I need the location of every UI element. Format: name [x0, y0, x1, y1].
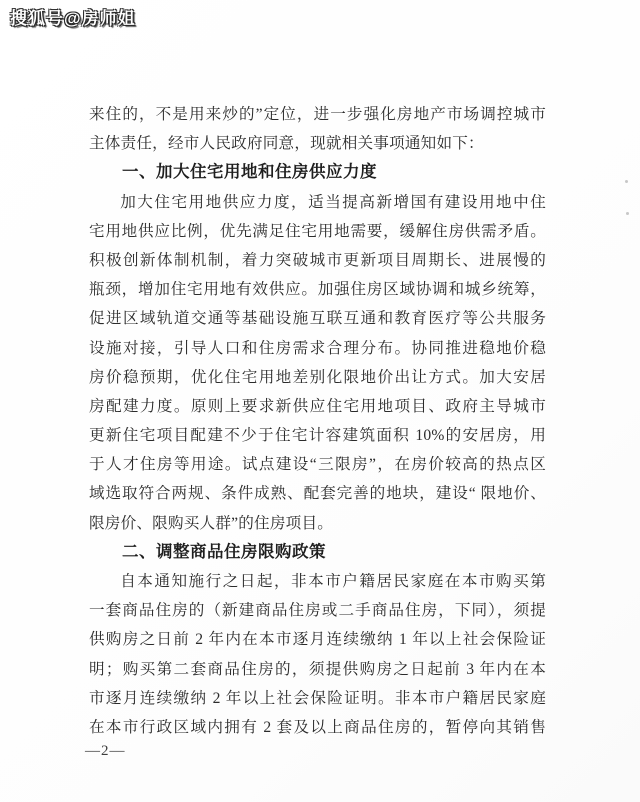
document-line: 主体责任，经市人民政府同意，现就相关事项通知如下：: [89, 135, 484, 153]
document-line: 供购房之日前 2 年内在本市逐月连续缴纳 1 年以上社会保险证: [89, 631, 546, 649]
document-line: 积极创新体制机制，着力突破城市更新项目周期长、进展慢的: [89, 251, 546, 269]
document-line: 房配建力度。原则上要求新供应住宅用地项目、政府主导城市: [89, 397, 546, 415]
document-line: 明；购买第二套商品住房的，须提供购房之日起前 3 年内在本: [89, 660, 546, 678]
document-line: 在本市行政区域内拥有 2 套及以上商品住房的，暂停向其销售: [89, 718, 546, 736]
document-line: 更新住宅项目配建不少于住宅计容建筑面积 10%的安居房，用: [89, 427, 546, 445]
document-line: 于人才住房等用途。试点建设“三限房”，在房价较高的热点区: [89, 456, 546, 474]
document-line: 房价稳预期，优化住宅用地差别化限地价出让方式。加大安居: [89, 368, 546, 386]
sohu-watermark: 搜狐号@房师姐: [10, 9, 136, 28]
document-line: 促进区域轨道交通等基础设施互联互通和教育医疗等公共服务: [89, 310, 546, 328]
document-line: 限房价、限购买人群”的住房项目。: [89, 514, 334, 532]
document-line: 来住的，不是用来炒的”定位，进一步强化房地产市场调控城市: [89, 106, 546, 123]
page-number: —2—: [85, 743, 126, 759]
document-body: [89, 100, 546, 742]
document-line: 一套商品住房的（新建商品住房或二手商品住房，下同），须提: [89, 602, 546, 620]
scan-artifact-dot: [626, 212, 629, 215]
document-line: 宅用地供应比例，优先满足住宅用地需要，缓解住房供需矛盾。: [89, 222, 546, 240]
document-line: 自本通知施行之日起，非本市户籍居民家庭在本市购买第: [120, 573, 546, 590]
scan-artifact-dot: [625, 180, 628, 183]
document-line: 域选取符合两规、条件成熟、配套完善的地块，建设“ 限地价、: [89, 485, 546, 503]
document-line: 加大住宅用地供应力度，适当提高新增国有建设用地中住: [120, 193, 546, 211]
section-heading-2: 二、调整商品住房限购政策: [122, 542, 326, 561]
document-line: 设施对接，引导人口和住房需求合理分布。协同推进稳地价稳: [89, 339, 546, 357]
document-line: 市逐月连续缴纳 2 年以上社会保险证明。非本市户籍居民家庭: [89, 689, 546, 707]
document-line: 瓶颈，增加住宅用地有效供应。加强住房区域协调和城乡统筹，: [89, 281, 546, 299]
section-heading-1: 一、加大住宅用地和住房供应力度: [122, 163, 377, 182]
